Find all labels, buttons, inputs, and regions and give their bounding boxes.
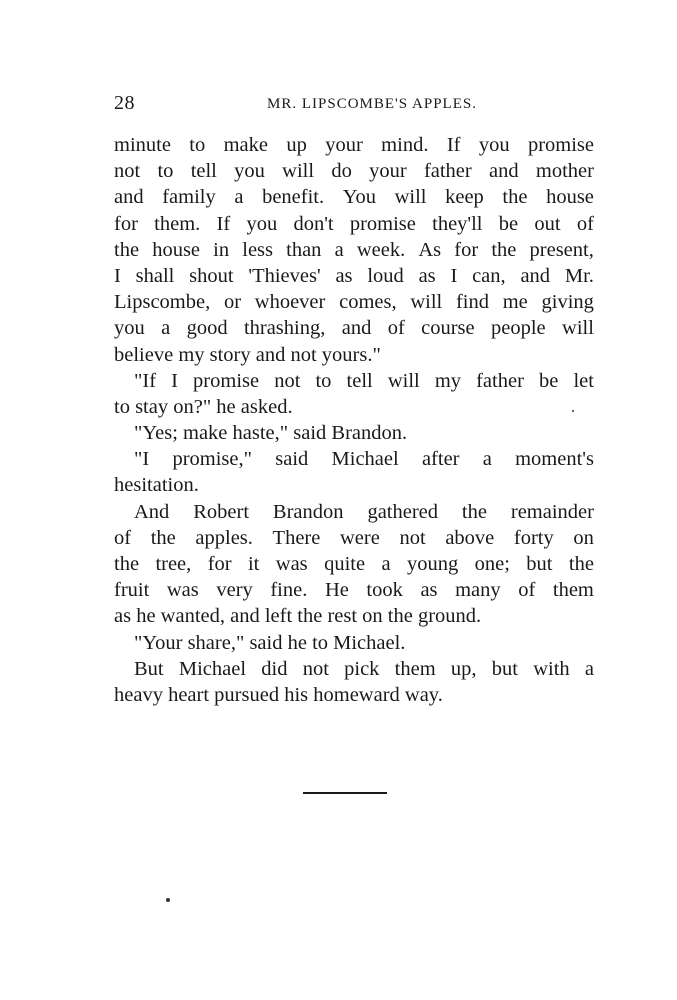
text-line: Lipscombe, or whoever comes, will find me giving [114,291,594,314]
paragraph [114,132,594,368]
paragraph [114,656,594,708]
text-line: for them. If you don't promise they'll be out of [114,212,594,235]
text-line: hesitation. [114,474,199,497]
paragraph [114,630,594,656]
text-line: of the apples. There were not above forty on [114,526,594,549]
text-line: minute to make up your mind. If you promise [114,134,594,156]
text-line: "If I promise not to tell will my father be let [134,369,594,392]
print-speck [572,410,574,412]
text-line: as he wanted, and left the rest on the ground. [114,605,482,628]
text-line: "Yes; make haste," said Brandon. [134,422,408,445]
text-line: and family a benefit. You will keep the house [114,186,594,209]
paragraph [114,368,594,420]
page-number: 28 [114,92,135,114]
page-header [114,92,594,118]
text-line: the house in less than a week. As for the present, [114,238,594,261]
text-line: heavy heart pursued his homeward way. [114,683,443,706]
paragraph [114,499,594,630]
text-line: to stay on?" he asked. [114,395,293,418]
running-title: MR. LIPSCOMBE'S APPLES. [267,96,477,112]
section-end-rule [303,792,387,794]
body-text [114,132,594,708]
print-speck [166,898,170,902]
text-line: "Your share," said he to Michael. [134,631,406,654]
text-line: not to tell you will do your father and mother [114,160,594,183]
text-line: And Robert Brandon gathered the remainder [134,500,594,523]
text-line: fruit was very fine. He took as many of them [114,579,594,602]
text-line: But Michael did not pick them up, but with a [134,657,594,680]
paragraph [114,420,594,446]
paragraph [114,446,594,498]
text-line: "I promise," said Michael after a moment's [134,448,594,471]
text-line: believe my story and not yours." [114,343,381,366]
text-line: you a good thrashing, and of course people will [114,317,594,340]
text-line: I shall shout 'Thieves' as loud as I can, and Mr. [114,264,594,287]
text-line: the tree, for it was quite a young one; but the [114,553,594,575]
